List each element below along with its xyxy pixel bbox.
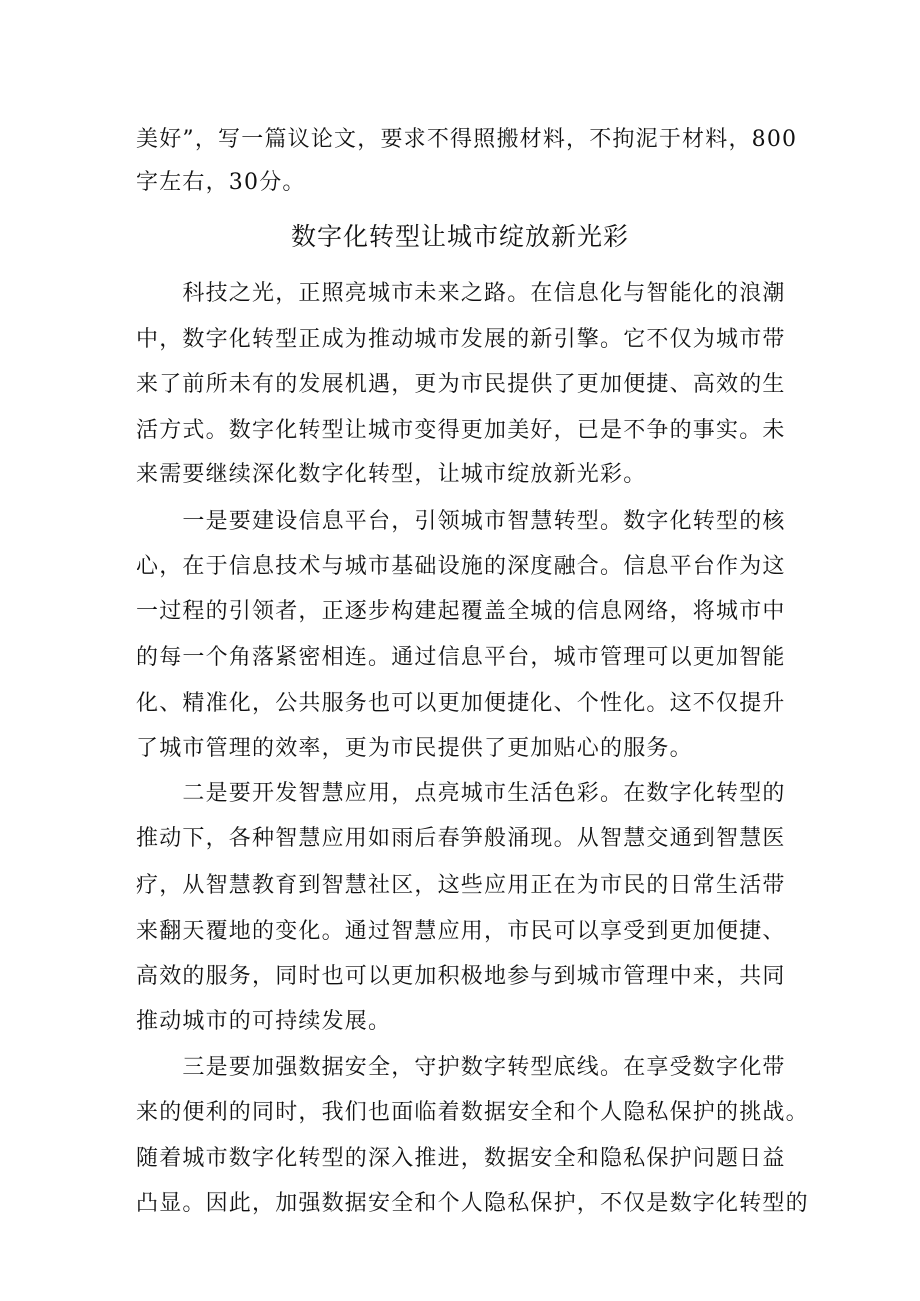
paragraph-line: 疗，从智慧教育到智慧社区，这些应用正在为市民的日常生活带: [136, 873, 786, 898]
paragraph-line: 来了前所未有的发展机遇，更为市民提供了更加便捷、高效的生: [136, 372, 786, 397]
paragraph-line: 二是要开发智慧应用，点亮城市生活色彩。在数字化转型的: [136, 781, 786, 806]
paragraph-line: 一过程的引领者，正逐步构建起覆盖全城的信息网络，将城市中: [136, 599, 786, 624]
paragraph-line: 活方式。数字化转型让城市变得更加美好，已是不争的事实。未: [136, 418, 786, 443]
paragraph-line: 中，数字化转型正成为推动城市发展的新引擎。它不仅为城市带: [136, 327, 786, 352]
paragraph-line: 的每一个角落紧密相连。通过信息平台，城市管理可以更加智能: [136, 645, 786, 670]
paragraph-line: 了城市管理的效率，更为市民提供了更加贴心的服务。: [136, 736, 693, 761]
paragraph-line: 来翻天覆地的变化。通过智慧应用，市民可以享受到更加便捷、: [136, 919, 786, 944]
intro-line: 字左右，30分。: [136, 170, 306, 195]
paragraph-line: 科技之光，正照亮城市未来之路。在信息化与智能化的浪潮: [136, 281, 786, 306]
paragraph-line: 化、精准化，公共服务也可以更加便捷化、个性化。这不仅提升: [136, 691, 786, 716]
paragraph-line: 来的便利的同时，我们也面临着数据安全和个人隐私保护的挑战。: [136, 1100, 809, 1125]
paragraph-line: 心，在于信息技术与城市基础设施的深度融合。信息平台作为这: [136, 554, 786, 579]
paragraph-line: 三是要加强数据安全，守护数字转型底线。在享受数字化带: [136, 1055, 786, 1080]
intro-line: 美好”，写一篇议论文，要求不得照搬材料，不拘泥于材料，800: [136, 127, 798, 152]
paragraph-line: 随着城市数字化转型的深入推进，数据安全和隐私保护问题日益: [136, 1146, 786, 1171]
paragraph-line: 一是要建设信息平台，引领城市智慧转型。数字化转型的核: [136, 509, 786, 534]
paragraph-line: 推动下，各种智慧应用如雨后春笋般涌现。从智慧交通到智慧医: [136, 826, 786, 851]
paragraph-line: 来需要继续深化数字化转型，让城市绽放新光彩。: [136, 462, 647, 487]
article-title: 数字化转型让城市绽放新光彩: [290, 222, 629, 251]
paragraph-line: 高效的服务，同时也可以更加积极地参与到城市管理中来，共同: [136, 964, 786, 989]
paragraph-line: 推动城市的可持续发展。: [136, 1009, 392, 1034]
paragraph-line: 凸显。因此，加强数据安全和个人隐私保护，不仅是数字化转型的: [136, 1191, 809, 1216]
